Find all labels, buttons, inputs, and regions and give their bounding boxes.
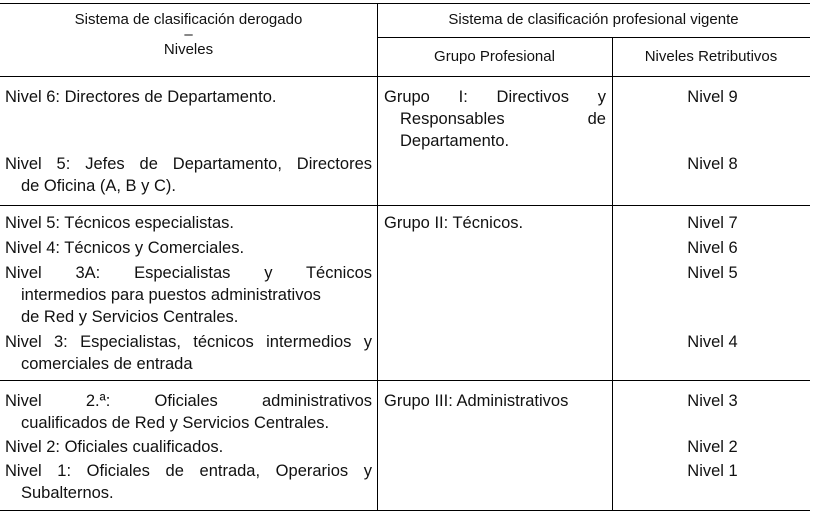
- header-old-system: [0, 11, 377, 59]
- row-nivel-1-line-1: Nivel 1: Oficiales de entrada, Operarios y: [5, 462, 372, 480]
- group-2-label: Grupo II: Técnicos.: [384, 214, 524, 232]
- pay-level-3: Nivel 3: [687, 392, 738, 410]
- pay-level-2: Nivel 2: [687, 438, 738, 456]
- group-3-label: Grupo III: Administrativos: [384, 392, 569, 410]
- row-nivel-3a-line-1: Nivel 3A: Especialistas y Técnicos: [5, 264, 372, 282]
- row-nivel-3-line-2: comerciales de entrada: [21, 355, 193, 373]
- header-new-system: Sistema de clasificación profesional vigente: [448, 11, 739, 28]
- table-top-border: [0, 3, 810, 4]
- row-nivel-3a-line-3: de Red y Servicios Centrales.: [21, 308, 239, 326]
- row-nivel-2a-line-2: cualificados de Red y Servicios Centrales.: [21, 414, 330, 432]
- row-nivel-2: [5, 436, 372, 458]
- pay-level-6: Nivel 6: [687, 239, 738, 257]
- header-group-col: Grupo Profesional: [434, 48, 555, 65]
- pay-level-4: Nivel 4: [687, 333, 738, 351]
- row-nivel-5-tecnicos: [5, 212, 372, 234]
- section-2-border: [0, 380, 810, 381]
- col-divider-1: [377, 3, 378, 510]
- row-nivel-3a: [5, 262, 372, 328]
- row-nivel-4: [5, 237, 372, 259]
- pay-level-8: Nivel 8: [687, 155, 738, 173]
- pay-level-1: Nivel 1: [687, 462, 738, 480]
- row-nivel-5-jefes-line-1: Nivel 5: Jefes de Departamento, Directores: [5, 155, 372, 173]
- pay-level-9: Nivel 9: [687, 88, 738, 106]
- row-nivel-5-jefes-line-2: de Oficina (A, B y C).: [21, 177, 176, 195]
- row-nivel-2a-line-1: Nivel 2.ª: Oficiales administrativos: [5, 392, 372, 410]
- group-1-label-last: Departamento.: [400, 132, 510, 150]
- pay-level-5: Nivel 5: [687, 264, 738, 282]
- section-1-border: [0, 205, 810, 206]
- row-nivel-6: [5, 86, 372, 108]
- header-levels-label: Niveles: [163, 41, 214, 58]
- row-nivel-3a-line-2: intermedios para puestos administrativos: [21, 286, 321, 304]
- table-bottom-border: [0, 510, 810, 511]
- header-old-system-label: Sistema de clasificación derogado: [74, 11, 303, 28]
- pay-level-7: Nivel 7: [687, 214, 738, 232]
- row-nivel-5-tecnicos-line-1: Nivel 5: Técnicos especialistas.: [5, 214, 234, 232]
- row-nivel-6-line-1: Nivel 6: Directores de Departamento.: [5, 88, 277, 106]
- header-bottom-border: [0, 76, 810, 77]
- header-inner-border: [377, 37, 810, 38]
- row-nivel-1-line-2: Subalternos.: [21, 484, 114, 502]
- header-dash: –: [184, 26, 193, 43]
- group-1-line-1: Grupo I: Directivos y: [384, 88, 606, 106]
- row-nivel-5-jefes: [5, 153, 372, 197]
- row-nivel-4-line-1: Nivel 4: Técnicos y Comerciales.: [5, 239, 245, 257]
- row-nivel-3-line-1: Nivel 3: Especialistas, técnicos intermedios y: [5, 333, 372, 351]
- group-1-line-2: Responsables de: [400, 110, 606, 128]
- row-nivel-2-line-1: Nivel 2: Oficiales cualificados.: [5, 438, 224, 456]
- header-pay-col: Niveles Retributivos: [644, 48, 778, 65]
- row-nivel-3: [5, 331, 372, 375]
- row-nivel-1: [5, 460, 372, 504]
- group-1-label: [384, 86, 606, 130]
- row-nivel-2a: [5, 390, 372, 434]
